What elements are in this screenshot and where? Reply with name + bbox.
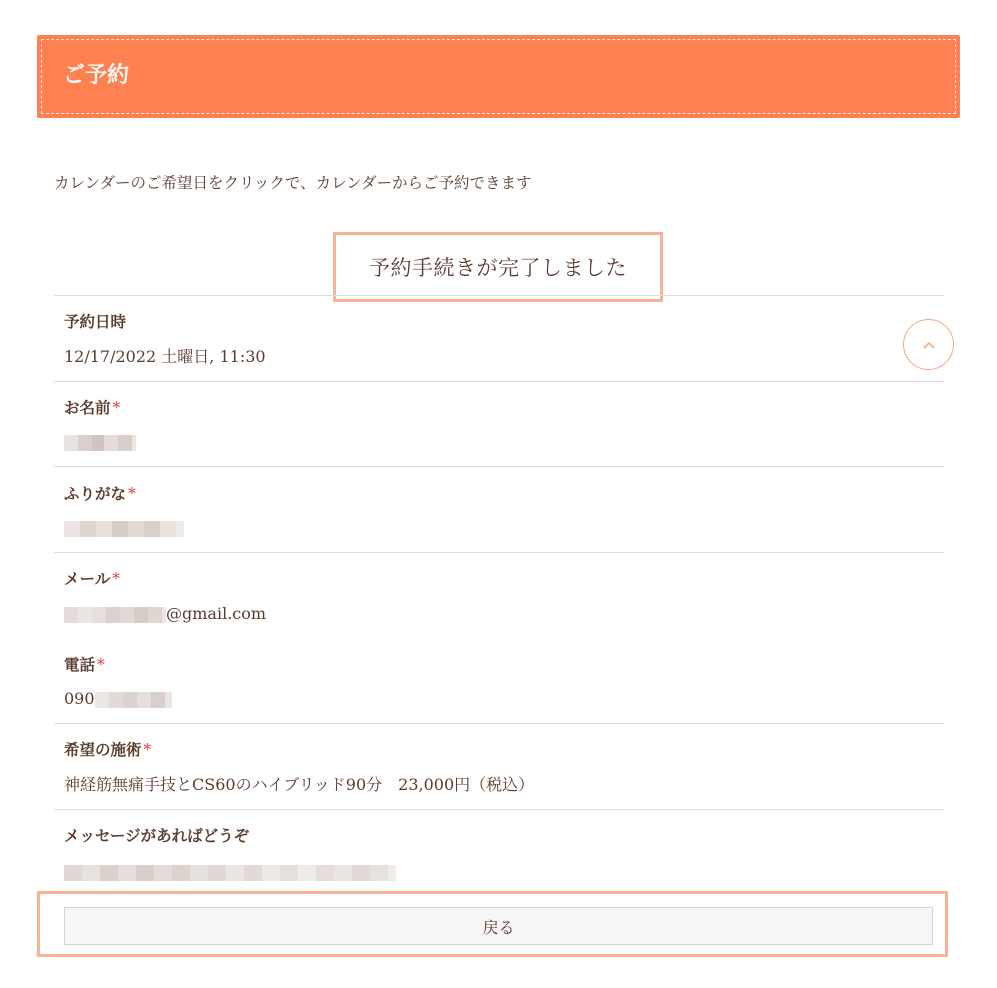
required-mark: *	[143, 741, 152, 759]
required-mark: *	[112, 570, 120, 588]
divider	[54, 466, 944, 467]
service-label: 希望の施術 *	[64, 740, 152, 759]
completion-status-box	[333, 232, 663, 302]
email-value: @gmail.com	[64, 602, 266, 626]
datetime-label: 予約日時	[64, 312, 127, 331]
redacted-phone	[95, 692, 172, 708]
phone-value: 090	[64, 687, 172, 711]
divider	[54, 809, 944, 810]
name-value	[64, 430, 136, 454]
redacted-furigana	[64, 521, 184, 537]
chevron-up-icon	[922, 340, 936, 350]
phone-label: 電話 *	[64, 655, 105, 674]
redacted-name	[64, 435, 136, 451]
page-title: ご予約	[63, 62, 130, 88]
required-mark: *	[97, 656, 105, 674]
divider	[54, 723, 944, 724]
email-label: メール *	[64, 569, 120, 588]
message-label: メッセージがあればどうぞ	[64, 826, 250, 845]
header-dashed-border	[41, 39, 956, 114]
name-label: お名前 *	[64, 398, 121, 417]
divider	[54, 381, 944, 382]
required-mark: *	[128, 485, 136, 503]
scroll-top-button[interactable]	[903, 319, 954, 370]
divider	[54, 295, 944, 296]
back-button-frame	[37, 891, 948, 957]
required-mark: *	[112, 399, 121, 417]
page-header	[37, 35, 960, 118]
divider	[54, 552, 944, 553]
message-value	[64, 860, 396, 884]
service-value: 神経筋無痛手技とCS60のハイブリッド90分 23,000円（税込）	[64, 775, 535, 794]
furigana-label: ふりがな *	[64, 484, 136, 503]
redacted-email-user	[64, 607, 166, 623]
completion-message: 予約手続きが完了しました	[369, 256, 627, 280]
intro-text: カレンダーのご希望日をクリックで、カレンダーからご予約できます	[54, 174, 532, 192]
furigana-value	[64, 516, 184, 540]
back-button[interactable]: 戻る	[64, 907, 933, 945]
redacted-message	[64, 865, 396, 881]
datetime-value: 12/17/2022 土曜日, 11:30	[64, 347, 266, 366]
